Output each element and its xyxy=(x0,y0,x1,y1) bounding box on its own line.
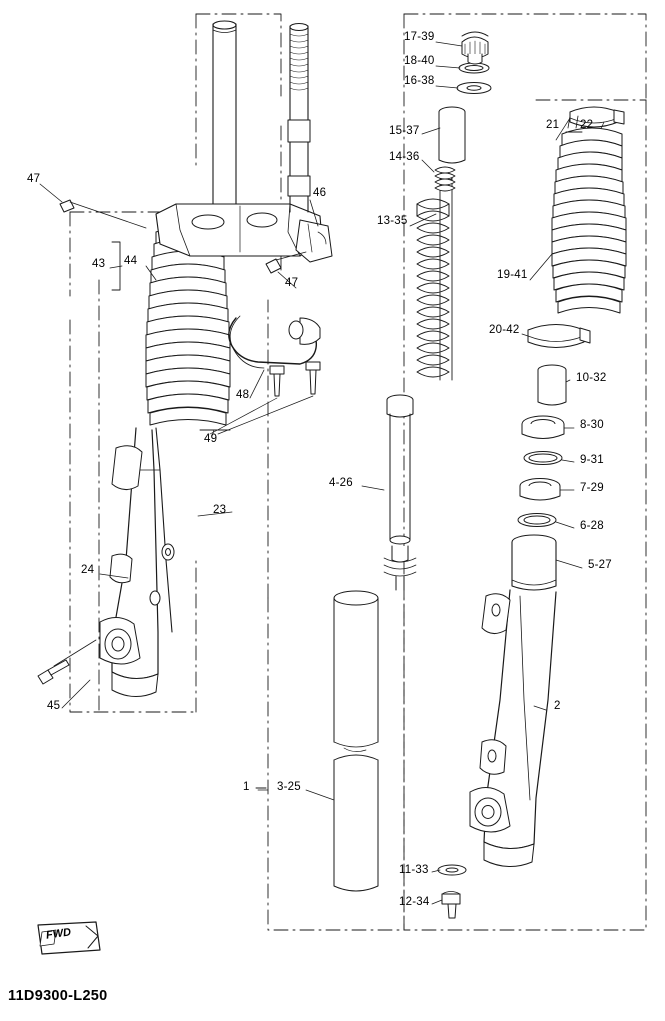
callout-15-37[interactable]: 15-37 xyxy=(389,125,420,137)
callout-5-27[interactable]: 5-27 xyxy=(588,559,612,571)
callout-7-29[interactable]: 7-29 xyxy=(580,482,604,494)
part-10-32-bush xyxy=(538,365,566,405)
callout-47-lower[interactable]: 47 xyxy=(285,277,299,289)
part-code: 11D9300-L250 xyxy=(8,988,108,1004)
callout-43[interactable]: 43 xyxy=(92,258,106,270)
part-6-28-washer xyxy=(518,514,556,527)
part-3-25-inner-tube xyxy=(334,591,378,891)
callout-44[interactable]: 44 xyxy=(124,255,138,267)
callout-18-40[interactable]: 18-40 xyxy=(404,55,435,67)
part-17-39-cap-bolt xyxy=(462,32,488,64)
fwd-label: FWD xyxy=(45,926,72,942)
part-18-40-oring xyxy=(459,63,489,73)
callout-47-upper[interactable]: 47 xyxy=(27,173,41,185)
callout-6-28[interactable]: 6-28 xyxy=(580,520,604,532)
callout-23[interactable]: 23 xyxy=(213,504,227,516)
part-12-34-bottom-bolt xyxy=(442,892,460,919)
part-19-41-boot xyxy=(552,128,626,313)
callout-20-42[interactable]: 20-42 xyxy=(489,324,520,336)
callout-19-41[interactable]: 19-41 xyxy=(497,269,528,281)
callout-13-35[interactable]: 13-35 xyxy=(377,215,408,227)
callout-24[interactable]: 24 xyxy=(81,564,95,576)
part-9-31-circlip xyxy=(524,452,562,465)
callout-49[interactable]: 49 xyxy=(204,433,218,445)
part-16-38-washer xyxy=(457,83,491,94)
part-7-29-dust-seal xyxy=(520,479,560,501)
part-2-5-27-outer-tube xyxy=(470,535,556,867)
callout-8-30[interactable]: 8-30 xyxy=(580,419,604,431)
callout-46[interactable]: 46 xyxy=(313,187,327,199)
part-46-steering-stem xyxy=(288,24,310,213)
part-23-24-left-fork-assembly xyxy=(38,21,236,697)
callout-9-31[interactable]: 9-31 xyxy=(580,454,604,466)
bracket-43 xyxy=(112,242,120,290)
callout-3-25[interactable]: 3-25 xyxy=(277,781,301,793)
callout-48[interactable]: 48 xyxy=(236,389,250,401)
part-8-30-oil-seal xyxy=(522,416,564,439)
callout-11-33[interactable]: 11-33 xyxy=(399,864,429,876)
part-15-37-spacer xyxy=(439,107,465,163)
part-4-26-damper-rod xyxy=(384,395,416,590)
callout-17-39[interactable]: 17-39 xyxy=(404,31,435,43)
callout-45[interactable]: 45 xyxy=(47,700,61,712)
callout-14-36[interactable]: 14-36 xyxy=(389,151,420,163)
part-20-42-lower-clamp xyxy=(528,325,590,348)
callout-21[interactable]: 21 xyxy=(546,119,560,131)
callout-22[interactable]: 22 xyxy=(580,119,594,131)
callout-4-26[interactable]: 4-26 xyxy=(329,477,353,489)
part-13-35-fork-spring xyxy=(417,176,452,381)
part-11-33-washer xyxy=(438,865,466,875)
callout-10-32[interactable]: 10-32 xyxy=(576,372,607,384)
callout-2[interactable]: 2 xyxy=(554,700,561,712)
part-48-cable-guide xyxy=(229,316,320,368)
callout-16-38[interactable]: 16-38 xyxy=(404,75,435,87)
callout-12-34[interactable]: 12-34 xyxy=(399,896,430,908)
callout-1[interactable]: 1 xyxy=(243,781,250,793)
